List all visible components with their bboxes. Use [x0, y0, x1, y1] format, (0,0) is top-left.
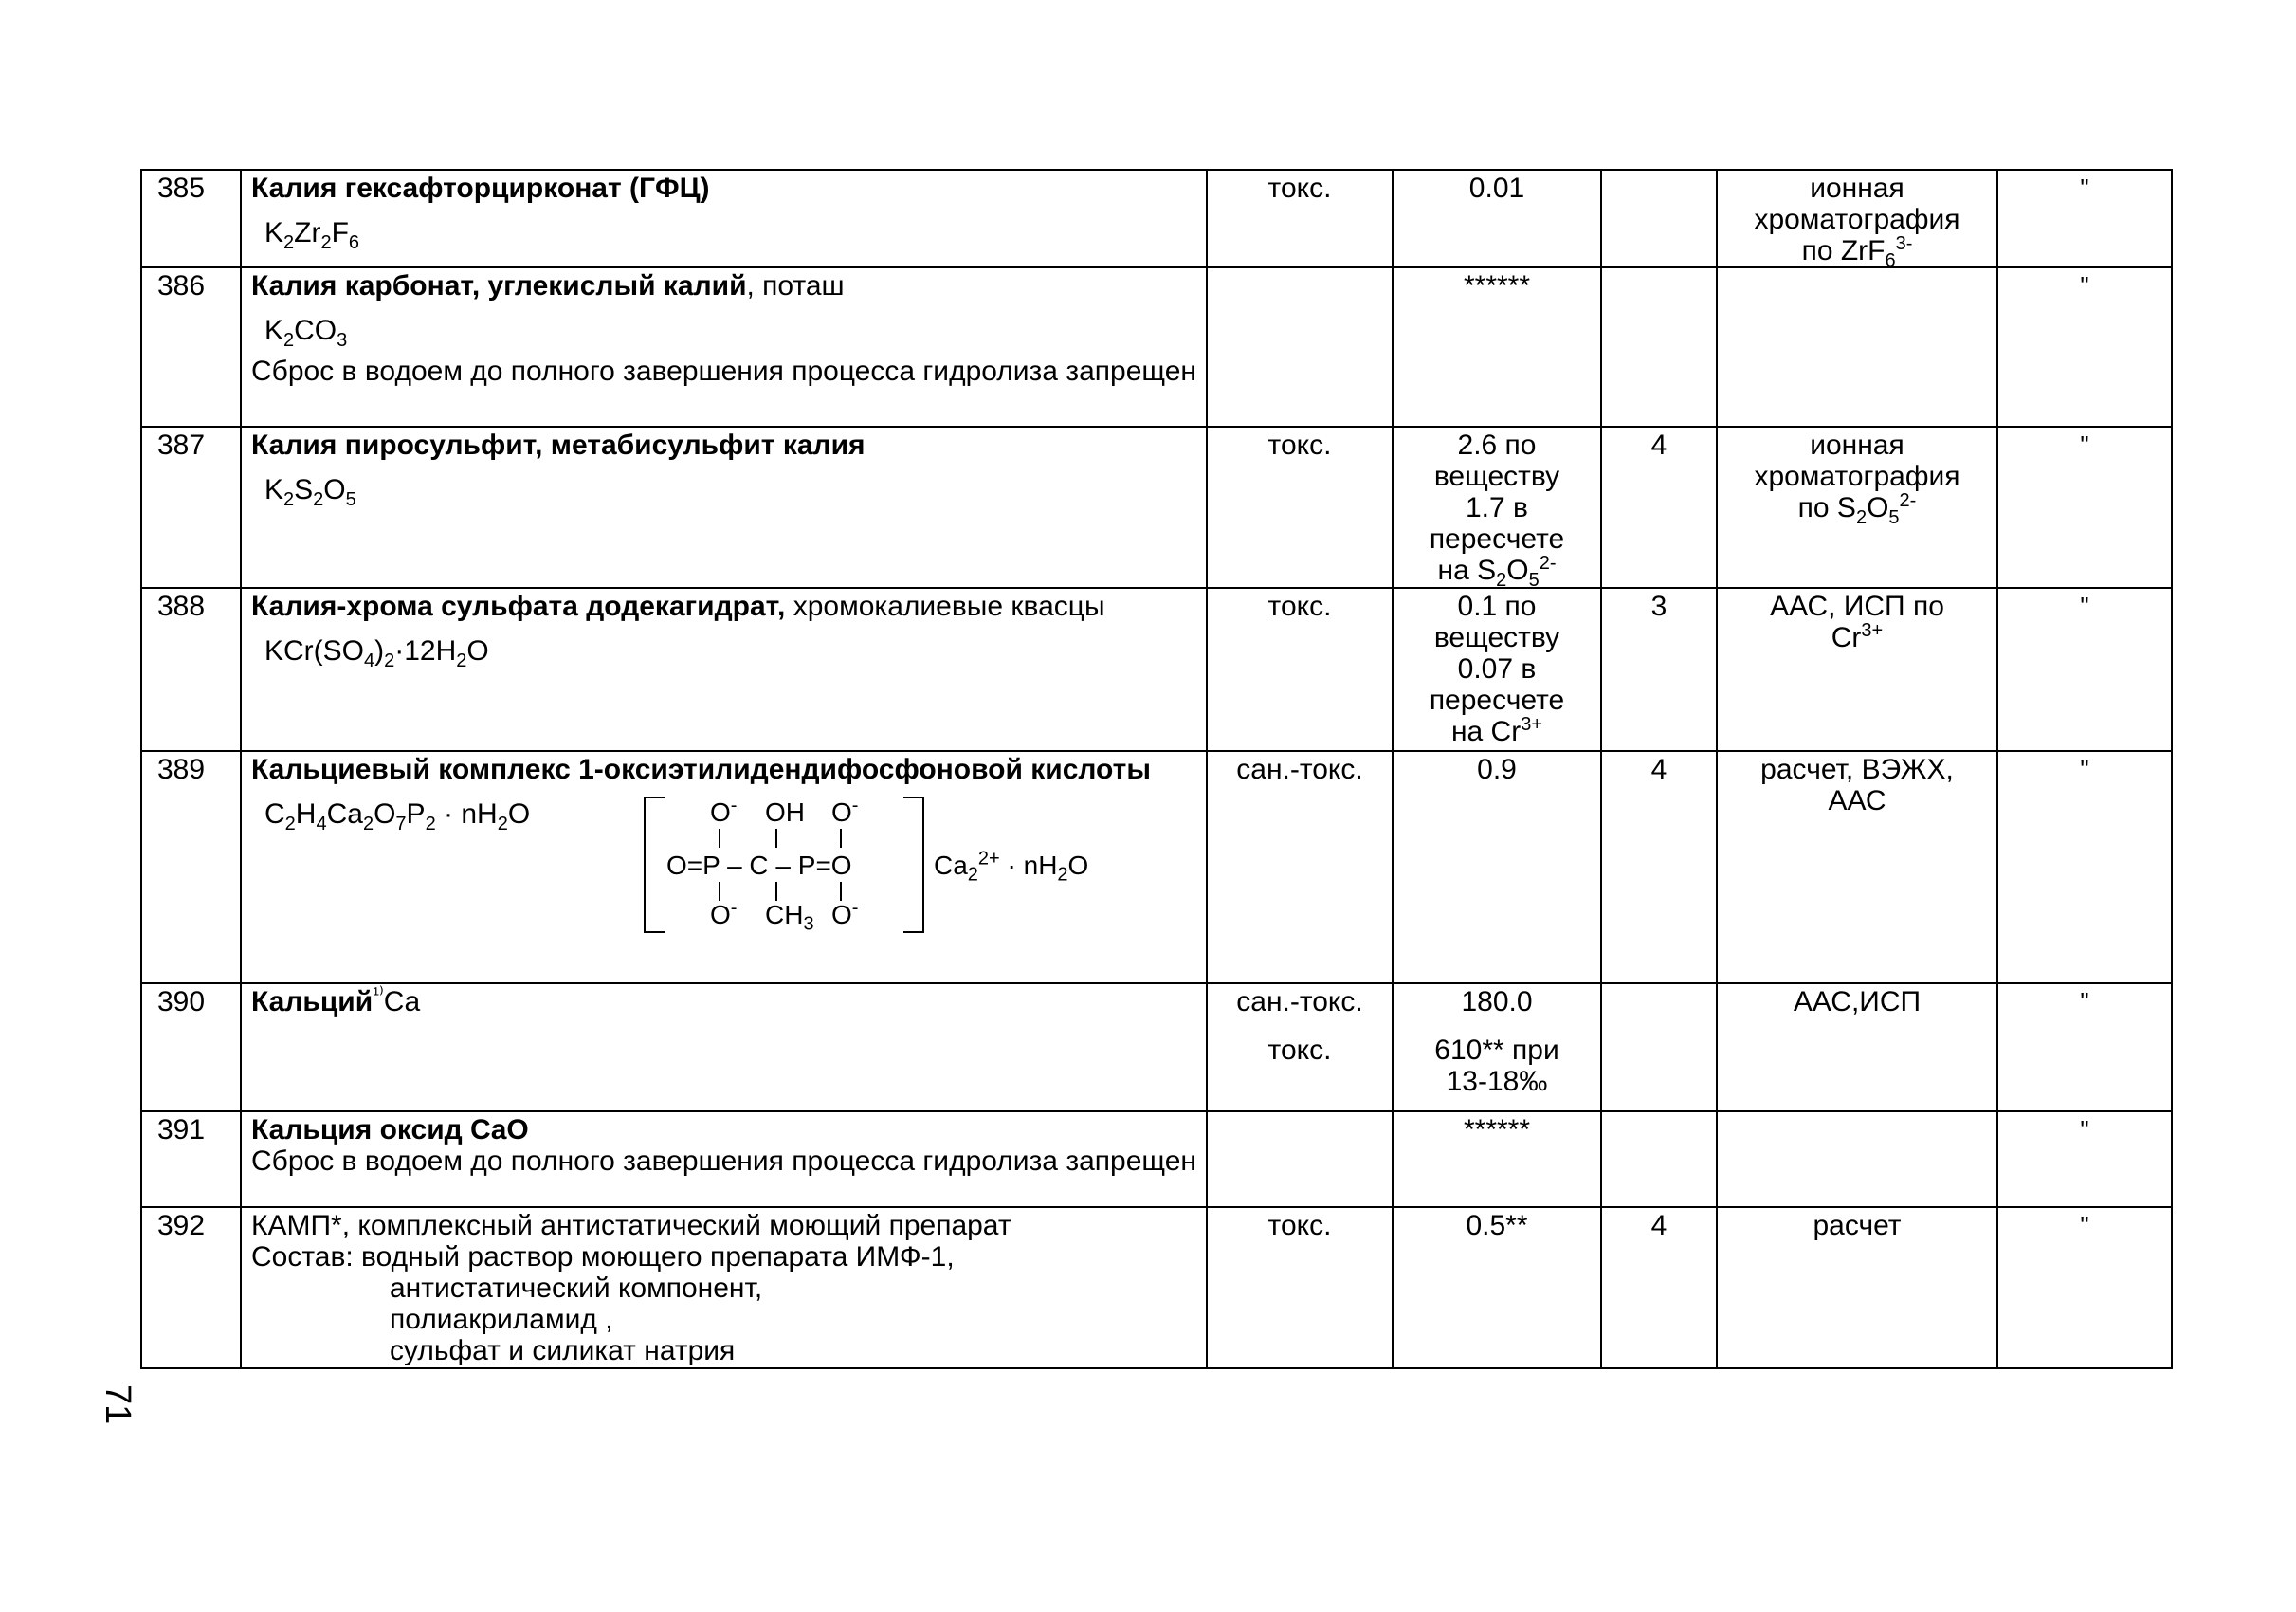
- row-number: 390: [141, 983, 241, 1111]
- hazard-class: 4: [1601, 1207, 1717, 1368]
- concentration-value: 0.9: [1393, 751, 1601, 983]
- substance-cell: [241, 170, 1207, 267]
- hazard-class: [1601, 983, 1717, 1111]
- limiting-indicator: сан.-токс. токс.: [1207, 983, 1393, 1111]
- table-row: [141, 427, 2172, 588]
- row-number: 385: [141, 170, 241, 267]
- analysis-method: [1717, 267, 1997, 427]
- bond-line: [719, 882, 720, 901]
- ditto-mark: ": [1997, 1207, 2172, 1368]
- substance-name: Калия гексафторцирконат (ГФЦ): [251, 173, 710, 204]
- ditto-mark: ": [1997, 170, 2172, 267]
- hazard-class: 4: [1601, 751, 1717, 983]
- hazard-class: 3: [1601, 588, 1717, 751]
- struct-oxygen: O-: [710, 897, 738, 929]
- bond-line: [840, 882, 842, 901]
- concentration-value: 0.5**: [1393, 1207, 1601, 1368]
- substance-name: Калия-хрома сульфата додекагидрат, хромокалиевые квасцы: [251, 591, 1105, 622]
- right-bracket: [903, 797, 924, 933]
- concentration-value: 2.6 по веществу 1.7 в пересчете на $S_2O_5^{2-}$: [1393, 427, 1601, 588]
- row-number: 389: [141, 751, 241, 983]
- limiting-indicator: токс.: [1207, 588, 1393, 751]
- row-number: 386: [141, 267, 241, 427]
- limiting-indicator: токс.: [1207, 1207, 1393, 1368]
- analysis-method: [1717, 1111, 1997, 1207]
- concentration-value: 0.1 по веществу 0.07 в пересчете на $Cr^{3+}$: [1393, 588, 1601, 751]
- hazard-class: 4: [1601, 427, 1717, 588]
- limiting-indicator: сан.-токс.: [1207, 751, 1393, 983]
- table-row: [141, 983, 2172, 1111]
- struct-oxygen: O-: [831, 795, 859, 827]
- analysis-method: ионная хроматография по $S_2O_5^{2-}$: [1717, 427, 1997, 588]
- discharge-note: Сброс в водоем до полного завершения процесса гидролиза запрещен: [251, 1145, 1196, 1177]
- bond-line: [840, 829, 842, 848]
- bond-line: [719, 829, 720, 848]
- limiting-indicator: [1207, 267, 1393, 427]
- struct-oxygen: O-: [831, 897, 859, 929]
- concentration-value: 0.01: [1393, 170, 1601, 267]
- composition-label: Состав: водный раствор моющего препарата ИМФ-1,: [251, 1241, 955, 1273]
- substance-name: КАМП*, комплексный антистатический моющий препарат: [251, 1210, 1011, 1241]
- bond-line: [775, 882, 777, 901]
- substance-name: Кальция оксид CaO: [251, 1114, 529, 1145]
- substance-cell: [241, 983, 1207, 1111]
- substances-table: [140, 169, 2173, 1369]
- analysis-method: ААС, ИСП по $Cr^{3+}$: [1717, 588, 1997, 751]
- substance-name: Кальциевый комплекс 1-оксиэтилидендифосфоновой кислоты: [251, 754, 1151, 785]
- concentration-value: ******: [1393, 267, 1601, 427]
- ditto-mark: ": [1997, 983, 2172, 1111]
- limiting-indicator: токс.: [1207, 170, 1393, 267]
- discharge-note: Сброс в водоем до полного завершения процесса гидролиза запрещен: [251, 356, 1196, 387]
- left-bracket: [644, 797, 665, 933]
- bond-line: [775, 829, 777, 848]
- composition-item: антистатический компонент,: [390, 1273, 763, 1304]
- hazard-class: [1601, 170, 1717, 267]
- table-row: [141, 751, 2172, 983]
- hazard-class: [1601, 267, 1717, 427]
- ditto-mark: ": [1997, 588, 2172, 751]
- ditto-mark: ": [1997, 1111, 2172, 1207]
- limiting-indicator: токс.: [1207, 427, 1393, 588]
- concentration-value: ******: [1393, 1111, 1601, 1207]
- substance-name: Кальций$^{^{1)}}$Ca: [251, 984, 421, 1017]
- substance-formula: $KCr(SO_4)_2\cdot 12H_2O$: [264, 635, 489, 671]
- concentration-value: 180.0 610** при 13-18‰: [1393, 983, 1601, 1111]
- table-row: [141, 1111, 2172, 1207]
- substance-cell: [241, 267, 1207, 427]
- substance-name: Калия пиросульфит, метабисульфит калия: [251, 430, 866, 461]
- row-number: 391: [141, 1111, 241, 1207]
- struct-hydroxyl: OH: [765, 797, 805, 827]
- table-row: [141, 588, 2172, 751]
- substance-cell: [241, 1111, 1207, 1207]
- limiting-indicator: [1207, 1111, 1393, 1207]
- row-number: 388: [141, 588, 241, 751]
- struct-backbone: O=P – C – P=O: [666, 851, 852, 880]
- substance-cell: [241, 751, 1207, 983]
- substance-formula: $C_2H_4Ca_2O_7P_2 \cdot nH_2O$: [264, 798, 531, 834]
- table-row: [141, 170, 2172, 267]
- analysis-method: расчет, ВЭЖХ, ААС: [1717, 751, 1997, 983]
- composition-item: сульфат и силикат натрия: [390, 1335, 736, 1366]
- page-number: 71: [98, 1384, 137, 1425]
- structural-formula: [251, 789, 1196, 935]
- table-row: [141, 267, 2172, 427]
- substance-cell: [241, 588, 1207, 751]
- substance-formula: $K_2Zr_2F_6$: [264, 217, 360, 253]
- substance-name: Калия карбонат, углекислый калий, поташ: [251, 270, 845, 302]
- ditto-mark: ": [1997, 267, 2172, 427]
- row-number: 387: [141, 427, 241, 588]
- substance-formula: $K_2S_2O_5$: [264, 474, 356, 510]
- analysis-method: ААС,ИСП: [1717, 983, 1997, 1111]
- analysis-method: ионная хроматография по ZrF$_6^{3-}$: [1717, 170, 1997, 267]
- analysis-method: расчет: [1717, 1207, 1997, 1368]
- ditto-mark: ": [1997, 751, 2172, 983]
- substance-cell: [241, 1207, 1207, 1368]
- struct-methyl: $CH_3$: [765, 900, 814, 935]
- struct-cation: $Ca_2^{2+} \cdot nH_2O$: [934, 848, 1089, 886]
- substance-cell: [241, 427, 1207, 588]
- ditto-mark: ": [1997, 427, 2172, 588]
- hazard-class: [1601, 1111, 1717, 1207]
- row-number: 392: [141, 1207, 241, 1368]
- table-row: [141, 1207, 2172, 1368]
- substance-formula: $K_2CO_3$: [264, 315, 348, 351]
- struct-oxygen: O-: [710, 795, 738, 827]
- composition-item: полиакриламид ,: [390, 1304, 613, 1335]
